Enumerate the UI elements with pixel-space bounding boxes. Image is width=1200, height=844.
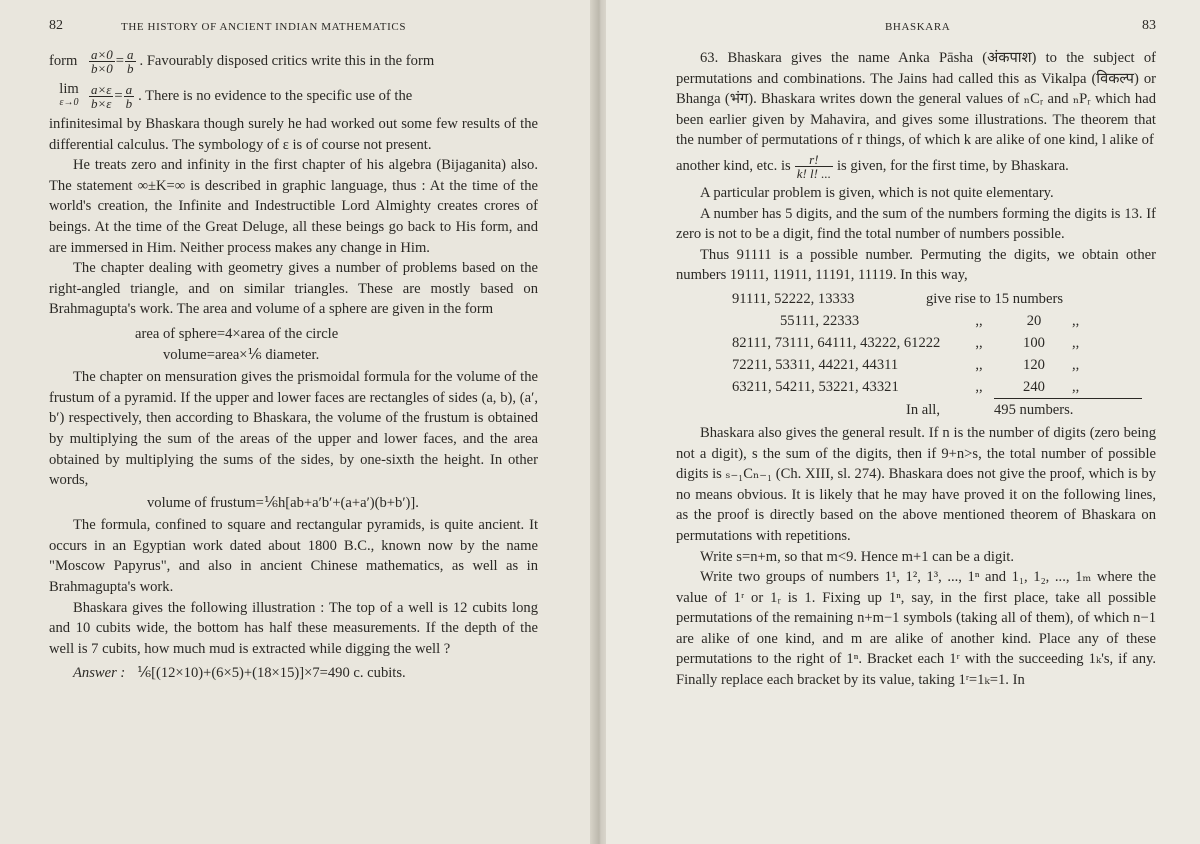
right-running-head — [676, 18, 1156, 44]
left-paragraph-3: The chapter dealing with geometry gives a number of problems based on the right-angled triangle, and on similar triangles. These are mostly based on Brahmagupta's work. The area and volume of a sphere are given in the form — [49, 260, 538, 318]
right-paragraph-4: Thus 91111 is a possible number. Permuting the digits, we obtain other numbers 19111, 11911, 11191, 11119. In this way, — [676, 246, 1156, 284]
right-running-title: BHASKARA — [885, 21, 951, 33]
left-page-number: 82 — [49, 18, 63, 33]
lim-line — [49, 78, 538, 114]
answer-line — [73, 663, 538, 684]
right-page-number: 83 — [1142, 18, 1156, 33]
answer-label: Answer : — [73, 665, 126, 682]
total-value: 495 numbers. — [994, 401, 1074, 418]
right-paragraph-7: Write two groups of numbers 1¹, 1², 1³, ..., 1ⁿ and 1₁, 1₂, ..., 1ₘ where the value of 1ʳ or 1ᵣ is 1. Fixing up 1ⁿ, say, in the first place, take all possible permutations of the remaining n+m−1 symbols (taking all of them), of which n−1 are alike of one kind, and m are alike of another kind. Place any of these permutations to the right of 1ⁿ. Bracket each 1ʳ with the succeeding 1ₖ's, if any. Finally replace each bracket by its value, taking 1ʳ=1ₖ=1. In — [676, 569, 1156, 689]
form-fraction-ab: $\frac{a}{b}$ — [127, 46, 134, 76]
left-paragraph-1-continuation: infinitesimal by Bhaskara though surely he had worked out some few results of the differential calculus. The symbology of ε is of course not present. — [49, 116, 538, 153]
formula-frustum: volume of frustum=⅙h[ab+a′b′+(a+a′)(b+b′)]. — [147, 494, 419, 511]
table-total-row — [676, 399, 1156, 421]
left-paragraph-4: The chapter on mensuration gives the prismoidal formula for the volume of the frustum of a pyramid. If the upper and lower faces are rectangles of sides (a, b), (a′, b′) respectively, then according to Bhaskara, the volume of the frustum is obtained by multiplying the sum of the areas of the upper and lower faces, and the area obtained by multiplying the sums of the sides, by one-sixth the height. In other words, — [49, 369, 538, 489]
right-page — [606, 0, 1200, 844]
table-row: 72211, 53311, 44221, 44311 ,, 120 ,, — [732, 356, 1080, 373]
left-paragraph-2: He treats zero and infinity in the first chapter of his algebra (Bijaganita) also. The statement ∞±K=∞ is described in graphic language, thus : At the time of the world's creation, the Infinite and Indestructible Lord Almighty creates crores of beings. At the time of the Great Deluge, all these beings go back to His form, and are immersed in Him. Neither process makes any change in Him. — [49, 157, 538, 256]
left-running-head — [49, 18, 538, 44]
right-paragraph-6: Write s=n+m, so that m<9. Hence m+1 can be a digit. — [700, 548, 1015, 565]
right-paragraph-5: Bhaskara also gives the general result. If n is the number of digits (zero being not a digit), s the sum of the digits, then if 9+n>s, the total number of possible digits is ₛ₋₁Cₙ₋₁ (Ch. XIII, sl. 274). Bhaskara does not give the proof, which is by no means obvious. It is likely that he may have proved it on the following lines, as the proof is directly based on the above mentioned theorem of Bhaskara on permutations with repetitions. — [676, 424, 1156, 544]
form-label: form — [49, 52, 78, 69]
right-paragraph-2: A particular problem is given, which is not quite elementary. — [700, 184, 1054, 201]
lim-text: . There is no evidence to the specific use of the — [138, 87, 413, 104]
table-row: 55111, 22333 ,, 20 ,, — [780, 312, 1080, 329]
permutation-table — [676, 288, 1156, 421]
right-paragraph-1: 63. Bhaskara gives the name Anka Pāsha (अंकपाश) to the subject of permutations and combinations. The Jains had called this as Vikalpa (विकल्प) or Bhanga (भंग). Bhaskara writes down the general values of ₙCᵣ and ₙPᵣ which had been earlier given by Mahavira, and gives some illustrations. The theorem that the number of permutations of r things, of which k are alike of one kind, l alike of — [676, 50, 1156, 149]
right-paragraph-1-last-line — [676, 151, 1156, 183]
lim-fraction-ab: $\frac{a}{b}$ — [125, 81, 133, 111]
left-paragraph-6: Bhaskara gives the following illustration : The top of a well is 12 cubits long and 10 cubits wide, the bottom has half these measurements. If the depth of the well is 7 cubits, how much mud is extracted while digging the well ? — [49, 599, 538, 657]
left-paragraph-5: The formula, confined to square and rectangular pyramids, is quite ancient. It occurs in an Egyptian work dated about 1800 B.C., known now by the name "Moscow Papyrus", and also in ancient Chinese mathematics, as well as in Brahmagupta's work. — [49, 517, 538, 596]
lim-equals: = — [114, 87, 123, 104]
p1-last-text: another kind, etc. is — [676, 158, 791, 175]
right-paragraph-3: A number has 5 digits, and the sum of the numbers forming the digits is 13. If zero is not to be a digit, find the total number of numbers possible. — [676, 205, 1156, 243]
p1-end-text: is given, for the first time, by Bhaskara. — [837, 158, 1069, 175]
table-row: 91111, 52222, 13333 give rise to 15 numbers — [732, 290, 1063, 307]
total-label: In all, — [905, 401, 940, 418]
table-row: 82111, 73111, 64111, 43222, 61222 ,, 100 ,, — [732, 334, 1080, 351]
table-row: 63211, 54211, 53221, 43321 ,, 240 ,, — [732, 378, 1080, 395]
permutation-fraction: $\frac{r!}{k! l! ...}$ — [796, 152, 831, 182]
form-fraction: $\frac{a\times 0}{b\times 0}$ — [91, 46, 113, 76]
answer-text: ⅙[(12×10)+(6×5)+(18×15)]×7=490 c. cubits. — [136, 665, 406, 682]
left-running-title: THE HISTORY OF ANCIENT INDIAN MATHEMATICS — [121, 21, 407, 33]
lim-fraction: $\frac{a\times\varepsilon}{b\times\varepsilon}$ — [91, 81, 112, 111]
formula-sphere-area: area of sphere=4×area of the circle — [135, 325, 339, 342]
form-equals: = — [115, 52, 125, 69]
form-text: . Favourably disposed critics write this in the form — [139, 52, 435, 69]
lim-label: lim ε→0 — [59, 81, 79, 108]
formula-sphere-volume: volume=area×⅙ diameter. — [163, 346, 320, 363]
form-line — [49, 44, 538, 78]
left-page — [0, 0, 594, 844]
